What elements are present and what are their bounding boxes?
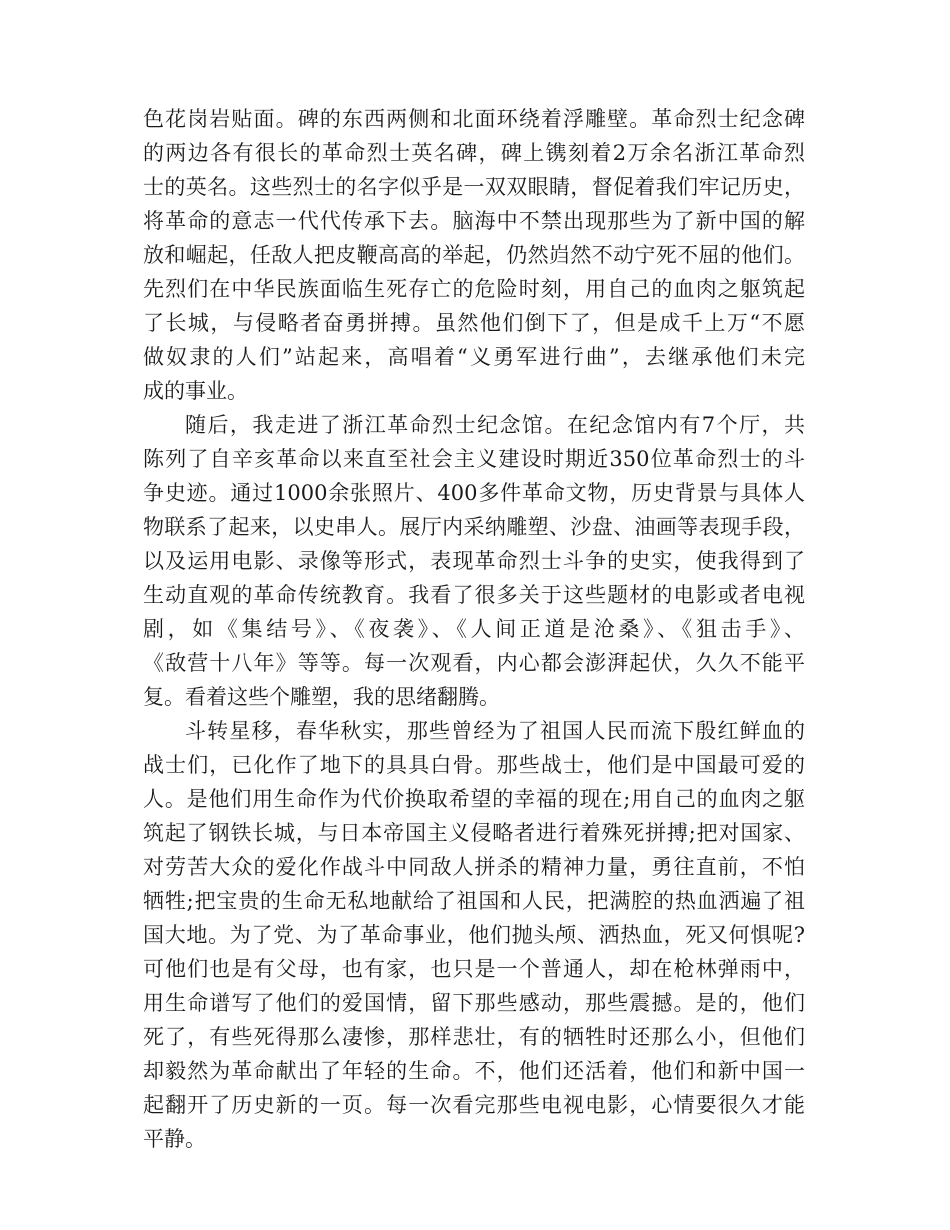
text-line: 成的事业。 xyxy=(143,379,248,403)
text-line: 将革命的意志一代代传承下去。脑海中不禁出现那些为了新中国的解 xyxy=(143,209,805,233)
text-line: 用生命谱写了他们的爱国情，留下那些感动，那些震撼。是的，他们 xyxy=(143,991,805,1015)
text-line: 《敌营十八年》等等。每一次观看，内心都会澎湃起伏，久久不能平 xyxy=(143,651,805,675)
text-line: 生动直观的革命传统教育。我看了很多关于这些题材的电影或者电视 xyxy=(143,583,805,607)
text-line: 筑起了钢铁长城，与日本帝国主义侵略者进行着殊死拼搏;把对国家、 xyxy=(143,821,805,845)
text-line: 先烈们在中华民族面临生死存亡的危险时刻，用自己的血肉之躯筑起 xyxy=(143,277,805,301)
text-line: 争史迹。通过1000余张照片、400多件革命文物，历史背景与具体人 xyxy=(143,481,805,505)
text-line: 的两边各有很长的革命烈士英名碑，碑上镌刻着2万余名浙江革命烈 xyxy=(143,141,805,165)
text-line: 平静。 xyxy=(143,1127,206,1151)
paragraph xyxy=(143,714,805,1156)
text-line: 以及运用电影、录像等形式，表现革命烈士斗争的史实，使我得到了 xyxy=(143,549,805,573)
text-line: 随后，我走进了浙江革命烈士纪念馆。在纪念馆内有7个厅，共 xyxy=(185,413,805,437)
text-line: 物联系了起来，以史串人。展厅内采纳雕塑、沙盘、油画等表现手段， xyxy=(143,515,805,539)
text-line: 起翻开了历史新的一页。每一次看完那些电视电影，心情要很久才能 xyxy=(143,1093,805,1117)
text-line: 复。看着这些个雕塑，我的思绪翻腾。 xyxy=(143,685,500,709)
text-line: 对劳苦大众的爱化作战斗中同敌人拼杀的精神力量，勇往直前，不怕 xyxy=(143,855,805,879)
text-line: 了长城，与侵略者奋勇拼搏。虽然他们倒下了，但是成千上万“不愿 xyxy=(143,311,805,335)
text-line: 放和崛起，任敌人把皮鞭高高的举起，仍然岿然不动宁死不屈的他们。 xyxy=(143,243,805,267)
text-line: 战士们，已化作了地下的具具白骨。那些战士，他们是中国最可爱的 xyxy=(143,753,805,777)
text-line: 做奴隶的人们”站起来，高唱着“义勇军进行曲”，去继承他们未完 xyxy=(143,345,805,369)
paragraph xyxy=(143,408,805,714)
text-line: 牺牲;把宝贵的生命无私地献给了祖国和人民，把满腔的热血洒遍了祖 xyxy=(143,889,805,913)
text-line: 剧，如《集结号》、《夜袭》、《人间正道是沧桑》、《狙击手》、 xyxy=(143,617,805,641)
text-line: 可他们也是有父母，也有家，也只是一个普通人，却在枪林弹雨中， xyxy=(143,957,805,981)
text-line: 斗转星移，春华秋实，那些曾经为了祖国人民而流下殷红鲜血的 xyxy=(185,719,805,743)
text-line: 陈列了自辛亥革命以来直至社会主义建设时期近350位革命烈士的斗 xyxy=(143,447,805,471)
text-line: 却毅然为革命献出了年轻的生命。不，他们还活着，他们和新中国一 xyxy=(143,1059,805,1083)
text-line: 人。是他们用生命作为代价换取希望的幸福的现在;用自己的血肉之躯 xyxy=(143,787,805,811)
text-line: 色花岗岩贴面。碑的东西两侧和北面环绕着浮雕壁。革命烈士纪念碑 xyxy=(143,107,805,131)
document-body xyxy=(143,102,805,1156)
text-line: 国大地。为了党、为了革命事业，他们抛头颅、洒热血，死又何惧呢? xyxy=(143,923,805,947)
paragraph xyxy=(143,102,805,408)
text-line: 死了，有些死得那么凄惨，那样悲壮，有的牺牲时还那么小，但他们 xyxy=(143,1025,805,1049)
text-line: 士的英名。这些烈士的名字似乎是一双双眼睛，督促着我们牢记历史， xyxy=(143,175,805,199)
